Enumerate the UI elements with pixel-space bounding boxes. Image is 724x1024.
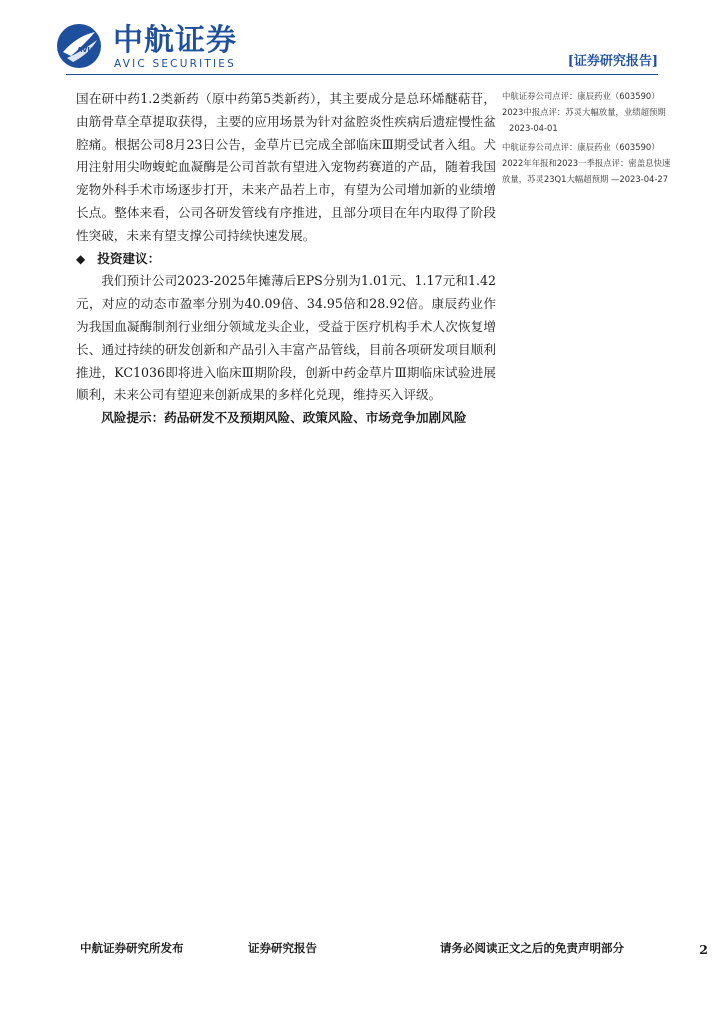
section-heading-investment xyxy=(76,248,496,271)
risk-warning: 风险提示：药品研发不及预期风险、政策风险、市场竞争加剧风险 xyxy=(101,410,467,426)
logo-english-name: AVIC SECURITIES xyxy=(114,58,236,70)
page-footer xyxy=(0,940,724,956)
svg-text:AVIC: AVIC xyxy=(77,46,96,54)
section-heading-text: 投资建议： xyxy=(97,250,161,266)
main-content xyxy=(76,88,496,430)
body-paragraph-investment: 我们预计公司2023-2025年摊薄后EPS分别为1.01元、1.17元和1.42元，对应的动态市盈率分别为40.09倍、34.95倍和28.92倍。康辰药业作为我国血凝酶制剂行业细分领域龙头企业，受益于医疗机构手术人次恢复增长、通过持续的研发创新和产品引入丰富产品管线，目前各项研发项目顺利推进，KC1036即将进入临床Ⅲ期阶段，创新中药金草片Ⅲ期临床试验进展顺利，未来公司有望迎来创新成果的多样化兑现，维持买入评级。 xyxy=(76,273,496,403)
footer-report-type: 证券研究报告 xyxy=(248,941,317,955)
related-report-item[interactable] xyxy=(502,88,674,137)
logo-chinese-name: 中航证券 xyxy=(113,23,237,58)
related-report-item[interactable] xyxy=(502,139,674,188)
page-number: 2 xyxy=(699,942,708,957)
related-reports-sidebar xyxy=(502,88,674,189)
avic-logo-icon xyxy=(55,22,103,70)
brand-logo xyxy=(55,22,255,72)
related-report-title: 2022年年报和2023一季报点评：密盖息快速 xyxy=(502,157,671,168)
diamond-bullet-icon: ◆ xyxy=(76,251,86,266)
report-type-tag: [证券研究报告] xyxy=(567,54,658,69)
related-report-source: 中航证券公司点评：康辰药业（603590） xyxy=(502,91,660,101)
footer-publisher: 中航证券研究所发布 xyxy=(80,941,184,955)
related-report-date: 2023-04-01 xyxy=(509,123,558,134)
header-divider xyxy=(66,74,658,75)
body-paragraph-pipeline: 国在研中药1.2类新药（原中药第5类新药），其主要成分是总环烯醚萜苷，由筋骨草全草提取获得，主要的应用场景为针对盆腔炎性疾病后遗症慢性盆腔痛。根据公司8月23日公告，金草片已完成全部临床Ⅲ期受试者入组。犬用注射用尖吻蝮蛇血凝酶是公司首款有望进入宠物药赛道的产品，随着我国宠物外科手术市场逐步打开，未来产品若上市，有望为公司增加新的业绩增长点。整体来看，公司各研发管线有序推进，且部分项目在年内取得了阶段性突破，未来有望支撑公司持续快速发展。 xyxy=(76,91,496,243)
related-report-title-cont: 放量，苏灵23Q1大幅超预期 —2023-04-27 xyxy=(502,174,669,185)
related-report-source: 中航证券公司点评：康辰药业（603590） xyxy=(502,141,660,152)
related-report-title: 2023中报点评：苏灵大幅放量，业绩超预期 xyxy=(502,107,666,118)
footer-disclaimer: 请务必阅读正文之后的免责声明部分 xyxy=(440,941,624,955)
